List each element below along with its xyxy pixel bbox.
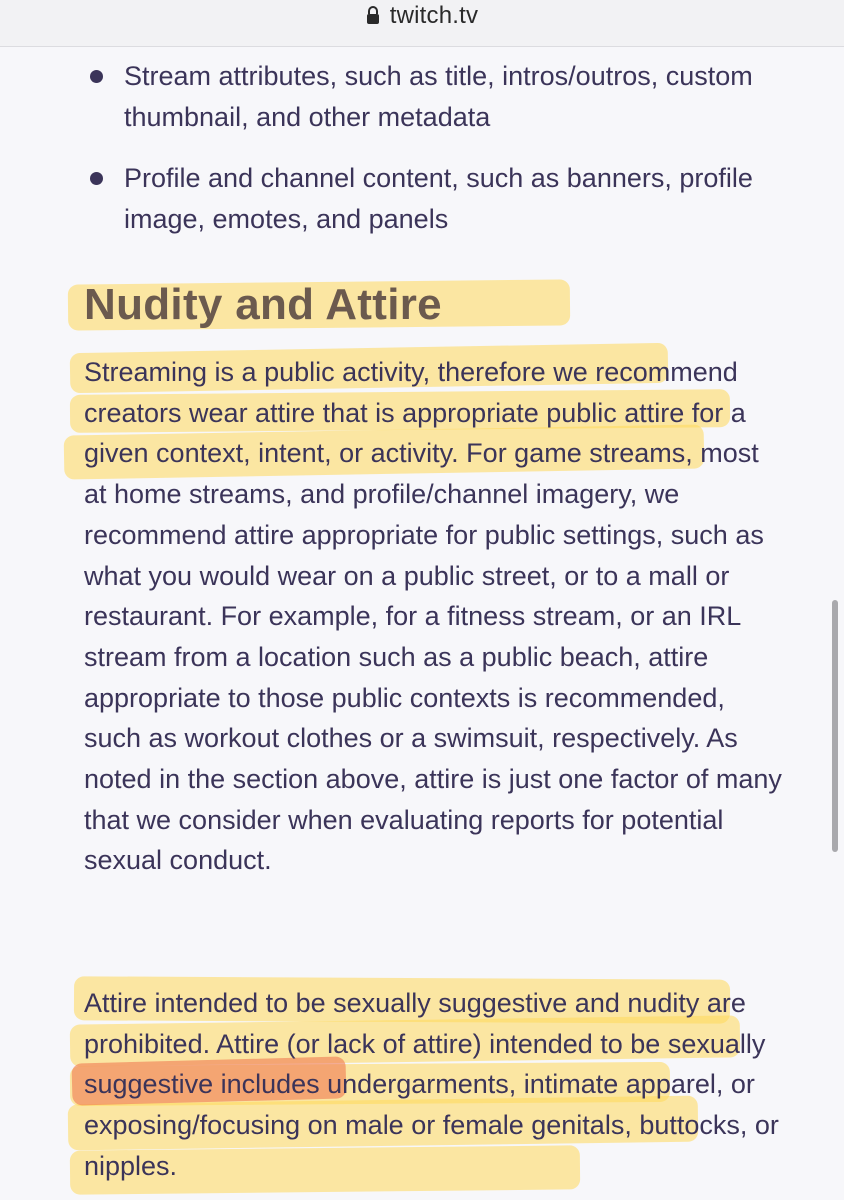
bullet-icon bbox=[90, 172, 103, 185]
paragraph-public-attire: Streaming is a public activity, therefore we recommend creators wear attire that is appropriate public attire for a given context, intent, or activity. For game streams, most at home streams, and profile/channel imagery, we recommend attire appropriate for public settings, such as what you would wear on a public street, or to a mall or restaurant. For example, for a fitness stream, or an IRL stream from a location such as a public beach, attire appropriate to those public contexts is recommended, such as workout clothes or a swimsuit, respectively. As noted in the section above, attire is just one factor of many that we consider when evaluating reports for potential sexual conduct. bbox=[84, 357, 782, 876]
browser-address-bar[interactable] bbox=[0, 0, 844, 47]
paragraph-prohibited-attire: Attire intended to be sexually suggestive and nudity are prohibited. Attire (or lack of attire) intended to be sexually suggestive includes undergarments, intimate apparel, or exposing/focusing on male or female genitals, buttocks, or nipples. bbox=[84, 988, 779, 1181]
bullet-text: Profile and channel content, such as banners, profile image, emotes, and panels bbox=[124, 163, 753, 234]
url-text: twitch.tv bbox=[389, 2, 479, 29]
bullet-text: Stream attributes, such as title, intros/outros, custom thumbnail, and other metadata bbox=[124, 61, 753, 132]
article-content bbox=[84, 56, 782, 1181]
list-item bbox=[84, 158, 774, 240]
bullet-list bbox=[84, 56, 774, 240]
list-item bbox=[84, 56, 774, 138]
lock-icon bbox=[366, 5, 380, 25]
bullet-icon bbox=[90, 70, 103, 83]
section-heading: Nudity and Attire bbox=[84, 280, 442, 329]
scrollbar[interactable] bbox=[832, 600, 838, 852]
